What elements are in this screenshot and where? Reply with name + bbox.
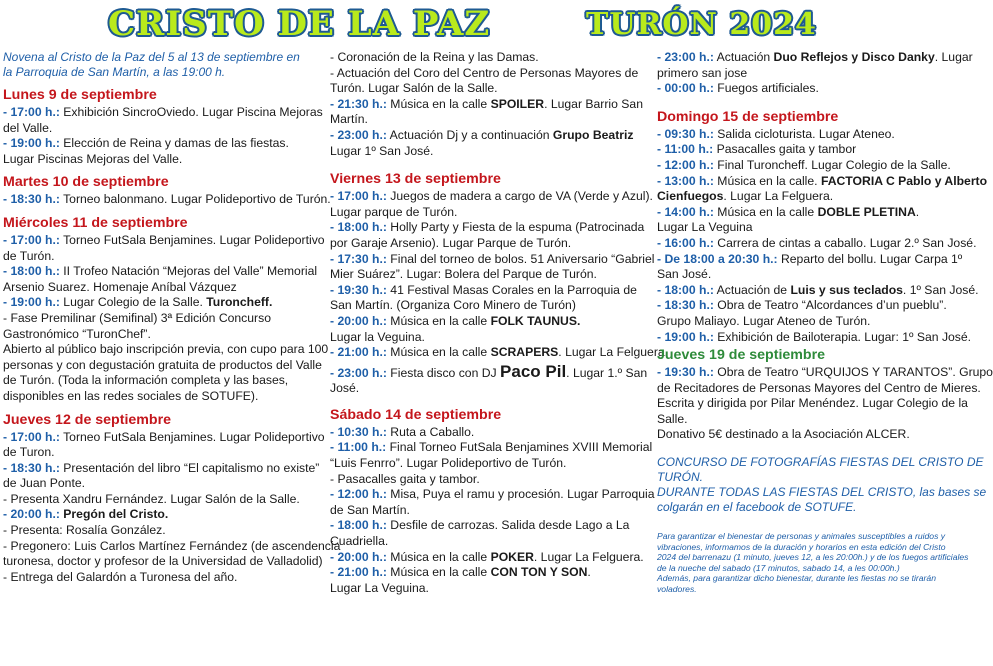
event-line (330, 189, 653, 205)
event-text: Actuación (713, 50, 774, 64)
event-text: Martín. (330, 112, 368, 127)
event-text: San Martín. (Organiza Coro Minero de Turón) (330, 298, 576, 313)
day-heading-jueves: Jueves 12 de septiembre (3, 411, 171, 428)
event-line (3, 570, 303, 586)
event-text: Presentación del libro “El capitalismo no existe” (59, 460, 320, 475)
event-line (3, 136, 303, 152)
event-time: - 19:00 h.: (3, 295, 60, 310)
events-jueves (3, 429, 341, 586)
event-line (330, 112, 630, 128)
event-text: - Fase Premilinar (Semifinal) 3ª Edición Concurso (3, 310, 271, 325)
event-line (657, 251, 963, 268)
event-line (330, 534, 630, 550)
events-miercoles (3, 232, 329, 405)
event-text: Donativo 5€ destinado a la Asociación ALCER. (657, 427, 910, 442)
event-text: de Recitadores de Personas Mayores del Centro de Mieres. (657, 380, 981, 395)
event-line (657, 282, 979, 299)
day-heading-jueves-19: Jueves 19 de septiembre (657, 347, 825, 364)
event-line (330, 456, 630, 472)
event-line (330, 96, 643, 113)
noise-notice-line: de la nueche del sabado (17 minutos, sabado 14, a les 00:00h.) (657, 562, 900, 573)
event-line (3, 152, 303, 168)
noise-notice-line: voladores. (657, 584, 697, 595)
event-line (330, 251, 655, 268)
event-line (657, 220, 949, 236)
event-line (330, 503, 630, 519)
event-time: - 00:00 h.: (657, 81, 714, 96)
event-line (330, 298, 630, 314)
event-time: - 18:00 h.: (330, 220, 387, 235)
event-text: Salle. (657, 411, 688, 426)
events-jueves-19 (657, 365, 993, 443)
event-text: . Lugar Barrio San (544, 96, 643, 111)
event-text: Música en la calle (386, 313, 491, 328)
event-text: . Lugar La Felguera. (723, 189, 834, 204)
event-time: - 12:00 h.: (657, 157, 714, 172)
event-line (657, 173, 988, 190)
event-highlight: Cienfuegos (657, 189, 724, 204)
event-text: - Pregonero: Luis Carlos Martínez Fernández (de ascendencia (3, 538, 341, 553)
event-line (657, 158, 949, 174)
event-line (3, 311, 303, 327)
event-highlight: DOBLE PLETINA (817, 204, 916, 219)
event-text: Abierto al público bajo inscripción previa, con cupo para 100 (3, 342, 329, 357)
event-time: - 18:00 h.: (657, 282, 714, 297)
event-text: . Lugar La Felguera. (558, 345, 669, 360)
event-line (657, 50, 973, 66)
event-text: de Juan Ponte. (3, 476, 85, 491)
event-time: - 19:30 h.: (657, 365, 714, 380)
day-heading-lunes: Lunes 9 de septiembre (3, 87, 157, 103)
event-line (3, 121, 303, 137)
event-highlight: CON TON Y SON (490, 565, 588, 580)
event-line (3, 264, 318, 280)
event-text: Torneo FutSala Benjamines. Lugar Polideportivo (59, 232, 325, 247)
event-time: - 20:00 h.: (330, 549, 387, 564)
event-text: Lugar Colegio de la Salle. (59, 295, 203, 310)
event-text: de Turon. (3, 445, 55, 460)
event-time: - 18:00 h.: (330, 518, 387, 533)
event-text: - Coronación de la Reina y las Damas. (330, 50, 539, 64)
event-text: Música en la calle (386, 345, 491, 360)
event-highlight: SPOILER (490, 96, 545, 111)
event-text: Elección de Reina y damas de las fiestas. (59, 136, 289, 151)
events-domingo (657, 126, 988, 345)
event-text: Música en la calle (386, 549, 491, 564)
event-time: - 17:00 h.: (330, 189, 387, 204)
event-text: de Turón. (3, 248, 55, 263)
event-line (330, 267, 630, 283)
events-viernes (330, 189, 669, 361)
event-highlight: Luis y sus teclados (790, 282, 903, 297)
event-line (657, 205, 949, 221)
event-text: San José. (657, 267, 712, 282)
event-text: Holly Party y Fiesta de la espuma (Patrocinada (386, 220, 645, 235)
poster-subtitle: TURÓN 2024 (586, 7, 817, 42)
event-text: Salida cicloturista. Lugar Ateneo. (713, 126, 895, 141)
event-text: Lugar parque de Turón. (330, 204, 458, 219)
event-line (330, 65, 639, 82)
event-paco-pil (330, 361, 648, 382)
event-text: Desfile de carrozas. Salida desde Lago a La (386, 518, 630, 533)
event-line (3, 357, 322, 374)
photo-contest-line: TURÓN. (657, 470, 703, 485)
events-sabado (330, 424, 655, 597)
event-line (330, 144, 630, 160)
event-line (657, 298, 949, 314)
event-text: 41 Festival Masas Corales en la Parroquia de (386, 282, 637, 297)
event-line (3, 492, 303, 508)
event-line (330, 330, 630, 346)
event-time: - 13:00 h.: (657, 173, 714, 188)
event-line (330, 425, 630, 441)
photo-contest-line: CONCURSO DE FOTOGRAFÍAS FIESTAS DEL CRISTO DE (657, 455, 984, 470)
event-highlight: FOLK TAUNUS. (490, 313, 581, 328)
event-line (3, 389, 303, 405)
event-highlight: FACTORIA C Pablo y Alberto (820, 173, 988, 188)
day-heading-miercoles: Miércoles 11 de septiembre (3, 214, 188, 231)
noise-notice-line: 2024 del barrenazu (1 minuto, jueves 12, a les 20:00h.) y de los fuegos artificiales (657, 552, 969, 563)
event-text: Final Turoncheff. Lugar Colegio de la Salle. (713, 157, 951, 172)
event-text: . Lugar (934, 50, 973, 64)
event-line (330, 440, 653, 456)
event-text: - Actuación del Coro del Centro de Personas Mayores de (330, 65, 639, 80)
event-text: . Lugar La Felguera. (533, 549, 644, 564)
event-highlight: Turoncheff. (202, 295, 273, 310)
events-sabado-continued (657, 50, 973, 97)
event-time: - 19:30 h.: (330, 282, 387, 297)
event-time: - 17:30 h.: (330, 251, 387, 266)
event-text: Lugar La Veguina (657, 220, 753, 235)
event-line (657, 235, 977, 252)
event-text: Lugar 1º San José. (330, 143, 434, 158)
event-highlight: POKER (490, 549, 534, 564)
event-line (657, 329, 972, 346)
event-line (657, 142, 949, 158)
event-time: - 14:00 h.: (657, 204, 714, 219)
event-line (330, 50, 630, 66)
events-martes (3, 192, 331, 208)
noise-notice-line: vibraciones, informamos de la duración y horarios en esta edición del Cristo (657, 541, 946, 552)
event-text: por Garaje Arsenio). Lugar Parque de Turón. (330, 235, 572, 250)
event-text: Turón. Lugar Salón de la Salle. (330, 81, 498, 96)
event-line (330, 282, 637, 299)
event-text: Juegos de madera a cargo de VA (Verde y Azul). (386, 189, 653, 204)
event-time: - 10:30 h.: (330, 424, 387, 439)
day-heading-domingo: Domingo 15 de septiembre (657, 108, 839, 125)
event-text: primero san jose (657, 65, 748, 80)
event-time: - 20:00 h.: (3, 507, 60, 522)
event-text: Exhibición de Bailoterapia. Lugar: 1º San José. (713, 329, 972, 344)
event-time: - 12:00 h.: (330, 487, 387, 502)
event-text: Gastronómico “TuronChef”. (3, 326, 151, 341)
event-text: Misa, Puya el ramu y procesión. Lugar Parroquia (386, 487, 655, 502)
event-line (3, 460, 320, 477)
event-line (330, 565, 630, 581)
event-time: - 19:00 h.: (657, 329, 714, 344)
event-text: Arsenio Suarez. Homenaje Aníbal Vázquez (3, 279, 237, 294)
event-time: - 18:00 h.: (3, 264, 60, 279)
event-text: . 1º San José. (902, 282, 979, 297)
event-line (3, 249, 303, 265)
event-line (330, 81, 630, 97)
photo-contest-line: DURANTE TODAS LAS FIESTAS DEL CRISTO, las bases se (657, 485, 987, 500)
event-time: - 18:30 h.: (3, 192, 60, 207)
event-line (657, 380, 981, 397)
event-time: - De 18:00 a 20:30 h.: (657, 251, 778, 266)
column-3 (657, 50, 993, 595)
event-text: Música en la calle. (713, 173, 821, 188)
event-time: - 17:00 h.: (3, 105, 60, 119)
noise-notice-line: Además, para garantizar dicho bienestar, durante les fiestas no se tirarán (657, 573, 936, 584)
event-line (3, 507, 303, 523)
event-text: Música en la calle (386, 96, 491, 111)
event-time: - 17:00 h.: (3, 232, 60, 247)
event-line (657, 127, 949, 143)
noise-notice-line: Para garantizar el bienestar de personas y animales susceptibles a ruidos y (657, 531, 946, 542)
event-text: - Presenta Xandru Fernández. Lugar Salón de la Salle. (3, 491, 300, 506)
event-line (657, 189, 949, 205)
event-time: - 21:30 h.: (330, 96, 387, 111)
event-line (3, 105, 323, 121)
day-heading-martes: Martes 10 de septiembre (3, 174, 169, 191)
event-line (3, 554, 323, 570)
event-line (3, 232, 325, 249)
event-highlight: Duo Reflejos y Disco Danky (773, 50, 935, 64)
event-time: - 09:30 h.: (657, 126, 714, 141)
event-text: - Presenta: Rosalía González. (3, 523, 166, 538)
event-line (3, 538, 341, 555)
events-lunes (3, 105, 323, 167)
event-line (3, 295, 303, 311)
event-line (657, 81, 949, 97)
event-line (330, 487, 655, 503)
event-line (3, 429, 325, 446)
event-time: - 20:00 h.: (330, 313, 387, 328)
event-text: Reparto del bollu. Lugar Carpa 1º (777, 251, 963, 266)
event-text: . (915, 204, 920, 219)
event-text: de San Martín. (330, 502, 410, 517)
event-text: II Trofeo Natación “Mejoras del Valle” Memorial (59, 264, 318, 279)
event-time: - 18:30 h.: (657, 298, 714, 313)
event-line (330, 220, 645, 236)
event-text: Escrita y dirigida por Pilar Menéndez. Lugar Colegio de la (657, 396, 968, 411)
poster-title: CRISTO DE LA PAZ (108, 4, 491, 44)
event-line (330, 205, 630, 221)
day-heading-sabado: Sábado 14 de septiembre (330, 406, 502, 423)
event-text: Carrera de cintas a caballo. Lugar 2.º San José. (713, 235, 977, 250)
event-text: - Entrega del Galardón a Turonesa del año. (3, 569, 238, 584)
event-text: Fiesta disco con DJ (386, 365, 501, 380)
event-highlight: Grupo Beatriz (552, 127, 634, 142)
event-time: - 19:00 h.: (3, 136, 60, 151)
event-line (330, 581, 630, 597)
event-text: del Valle. (3, 120, 53, 135)
poster-header (0, 0, 950, 46)
event-line (657, 396, 968, 412)
day-heading-viernes: Viernes 13 de septiembre (330, 171, 501, 188)
event-text: Torneo FutSala Benjamines. Lugar Polideportivo (59, 429, 325, 444)
event-text: Ruta a Caballo. (386, 424, 475, 439)
artist-name: Paco Pil (500, 361, 567, 381)
event-line (657, 267, 949, 283)
event-line (3, 280, 303, 296)
event-text: Grupo Maliayo. Lugar Ateneo de Turón. (657, 313, 871, 328)
event-text: “Luis Fenrro”. Lugar Polideportivo de Turón. (330, 456, 567, 471)
event-time: - 23:00 h.: (330, 127, 387, 142)
event-text: Obra de Teatro “URQUIJOS Y TARANTOS”. Grupo (713, 365, 993, 380)
event-text: Obra de Teatro “Alcordances d’un pueblu”. (713, 298, 947, 313)
event-line (330, 236, 630, 252)
event-line (657, 412, 949, 428)
event-text: Mier Suárez”. Lugar: Bolera del Parque de Turón. (330, 267, 597, 282)
event-text: Actuación Dj y a continuación (386, 127, 553, 142)
event-line (330, 345, 669, 361)
event-text: Torneo balonmano. Lugar Polideportivo de Turón. (59, 192, 331, 207)
event-time: - 16:00 h.: (657, 235, 714, 250)
event-line (3, 327, 303, 343)
event-line (3, 192, 331, 208)
event-text: Lugar La Veguina. (330, 580, 429, 595)
event-text: Actuación de (713, 282, 791, 297)
event-text: Pasacalles gaita y tambor (713, 142, 857, 157)
event-line (3, 476, 303, 492)
event-line (330, 314, 630, 330)
novena-intro-line: la Parroquia de San Martín, a las 19:00 h. (3, 65, 226, 79)
event-line (657, 365, 993, 381)
event-line: José. (330, 381, 360, 396)
event-text: Cuadriella. (330, 534, 389, 549)
event-text: Fuegos artificiales. (713, 81, 819, 96)
event-text: - Pasacalles gaita y tambor. (330, 471, 480, 486)
column-2 (330, 50, 669, 596)
event-text: personas y con degustación gratuita de productos del Valle (3, 357, 322, 372)
event-time: - 21:00 h.: (330, 565, 387, 580)
event-time: - 18:30 h.: (3, 460, 60, 475)
event-text: . (587, 565, 591, 580)
event-text: Música en la calle (713, 204, 818, 219)
photo-contest-line: colgarán en el facebook de SOTUFE. (657, 500, 857, 515)
event-line (657, 427, 949, 443)
event-text: turonesa, doctor y profesor de la Universidad de Valladolid) (3, 554, 323, 569)
event-text: Exhibición SincroOviedo. Lugar Piscina Mejoras (59, 105, 323, 119)
event-line (330, 127, 634, 144)
event-text: Lugar la Veguina. (330, 329, 425, 344)
event-text: disponibles en las redes sociales de SOTUFE). (3, 388, 259, 403)
event-line (330, 472, 630, 488)
event-text: Final Torneo FutSala Benjamines XVIII Memorial (386, 440, 653, 455)
event-line (657, 66, 949, 82)
event-text: Final del torneo de bolos. 51 Aniversario “Gabriel (386, 251, 655, 266)
event-time: - 23:00 h.: (330, 365, 387, 380)
event-line (3, 523, 303, 539)
event-time: - 11:00 h.: (330, 440, 387, 455)
event-line (330, 549, 644, 566)
event-highlight: Pregón del Cristo. (59, 507, 169, 522)
event-highlight: SCRAPERS (490, 345, 559, 360)
event-text: Lugar Piscinas Mejoras del Valle. (3, 151, 183, 166)
event-text: de Turón. (Toda la información completa y las bases, (3, 373, 289, 388)
event-text: . Lugar 1.º San (566, 365, 648, 380)
event-line (3, 373, 303, 389)
event-time: - 17:00 h.: (3, 429, 60, 444)
event-line (3, 342, 329, 358)
event-time: - 23:00 h.: (657, 50, 714, 64)
events-jueves-continued (330, 50, 643, 159)
event-time: - 21:00 h.: (330, 345, 387, 360)
event-line (657, 314, 949, 330)
event-line (330, 518, 630, 534)
event-text: Música en la calle (386, 565, 491, 580)
event-line (3, 445, 303, 461)
event-time: - 11:00 h.: (657, 142, 714, 157)
novena-intro-line: Novena al Cristo de la Paz del 5 al 13 de septiembre en (3, 50, 300, 64)
column-1 (3, 50, 341, 585)
